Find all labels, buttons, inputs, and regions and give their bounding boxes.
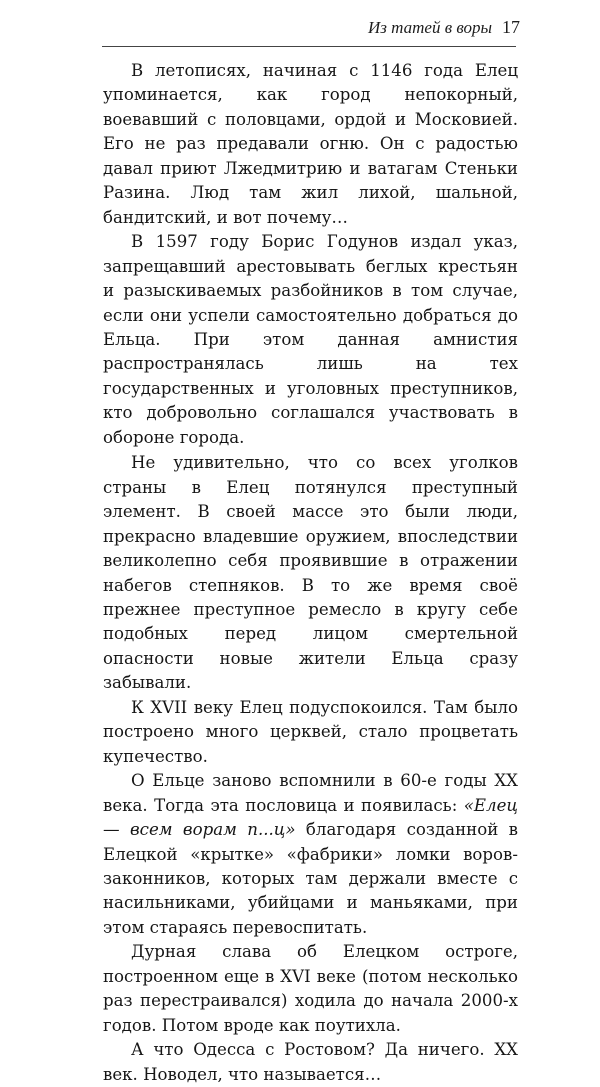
paragraph-5-lead: О Ельце заново вспомнили в 60-е годы XX века. Тогда эта пословица и появилась: [103, 771, 518, 815]
running-head-title: Из татей в воры [367, 18, 492, 37]
running-head [0, 8, 600, 38]
paragraph-3: Не удивительно, что со всех уголков страны в Елец потянулся преступный элемент. В своей массе это были люди, прекрасно владевшие оружием, впоследствии великолепно себя проявившие в отражении набегов степняков. В то же время своё прежнее преступное ремесло в кругу себе подобных перед лицом смертельной опасности новые жители Ельца сразу забывали. [103, 453, 518, 693]
proverb-emphasis: «Елец — всем ворам п...ц» [103, 795, 518, 840]
paragraph-6: Дурная слава об Елецком остроге, построенном еще в XVI веке (потом несколько раз перестраивался) ходила до начала 2000-х годов. Потом вроде как поутихла. [103, 942, 518, 1035]
body-text [103, 59, 518, 1087]
page-number: 17 [502, 17, 520, 37]
paragraph-5 [103, 769, 518, 940]
paragraph-7: А что Одесса с Ростовом? Да ничего. XX век. Новодел, что называется… [103, 1040, 518, 1084]
paragraph-4: К XVII веку Елец подуспокоился. Там было построено много церквей, стало процветать купечество. [103, 697, 518, 766]
paragraph-2: В 1597 году Борис Годунов издал указ, запрещавший арестовывать беглых крестьян и разыскиваемых разбойников в том случае, если они успели самостоятельно добраться до Ельца. При этом данная амнистия распространялась лишь на тех государственных и уголовных преступников, кто добровольно соглашался участвовать в обороне города. [103, 232, 518, 447]
header-rule [102, 46, 516, 47]
paragraph-1: В летописях, начиная с 1146 года Елец упоминается, как город непокорный, воевавший с половцами, ордой и Московией. Его не раз предавали огню. Он с радостью давал приют Лжедмитрию и ватагам Стеньки Разина. Люд там жил лихой, шальной, бандитский, и вот почему… [103, 61, 518, 227]
paragraph-5-rest: благодаря созданной в Елецкой «крытке» «фабрики» ломки воров-законников, которых там держали вместе с насильниками, убийцами и маньяками, при этом стараясь перевоспитать. [103, 820, 518, 937]
